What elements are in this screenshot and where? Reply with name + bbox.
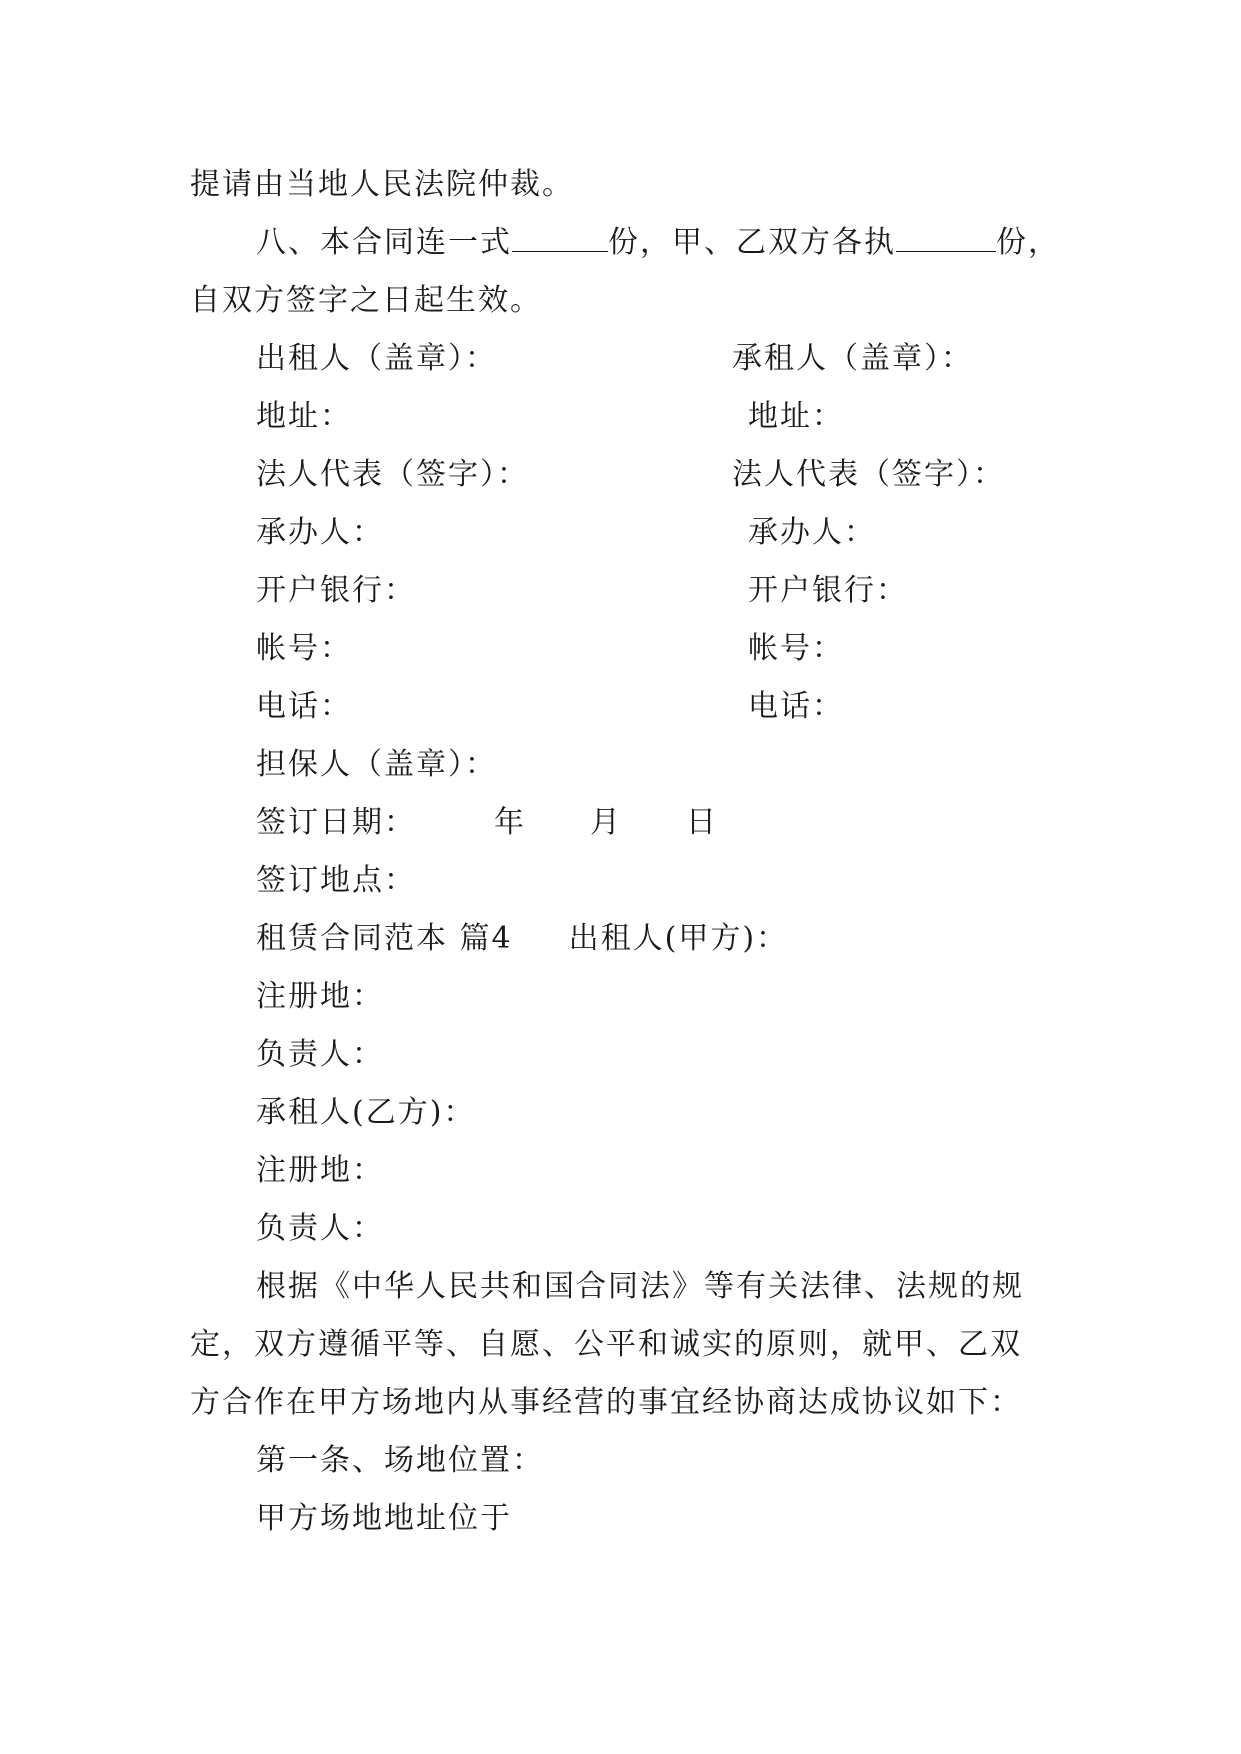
- text-line-effective: [190, 281, 542, 321]
- paragraph-preamble-line-2: 定，双方遵循平等、自愿、公平和诚实的原则，就甲、乙双: [190, 1327, 1022, 1362]
- label-lessor-address: 地址：: [256, 399, 352, 434]
- label-guarantor-seal: 担保人（盖章）：: [256, 747, 497, 782]
- text-effective: 自双方签字之日起生效。: [190, 283, 542, 318]
- label-month: 月: [590, 805, 622, 840]
- label-lessor-seal: 出租人（盖章）：: [256, 341, 497, 376]
- label-lessor-party-a: 出租人(甲方)：: [568, 921, 789, 956]
- blank-copies-each: [896, 223, 996, 252]
- text-copies-suffix: 份，: [996, 225, 1060, 260]
- label-sign-date: 签订日期：: [256, 805, 416, 840]
- label-party-a-registered: 注册地：: [256, 979, 384, 1014]
- label-lessee-phone: 电话：: [748, 689, 844, 724]
- label-lessor-bank: 开户银行：: [256, 573, 416, 608]
- text-arbitration: 提请由当地人民法院仲裁。: [190, 167, 574, 202]
- label-lessee-bank: 开户银行：: [748, 573, 908, 608]
- label-sign-place: 签订地点：: [256, 863, 416, 898]
- label-lessee-address: 地址：: [748, 399, 844, 434]
- blank-copies-total: [512, 223, 608, 252]
- label-day: 日: [686, 805, 718, 840]
- label-lessee-party-b: 承租人(乙方)：: [256, 1095, 476, 1130]
- label-lessee-account: 帐号：: [748, 631, 844, 666]
- text-line-copies: [256, 223, 1060, 263]
- label-party-b-registered: 注册地：: [256, 1153, 384, 1188]
- text-line-section-heading: [256, 919, 788, 959]
- text-copies-mid: 份，甲、乙双方各执: [608, 225, 896, 260]
- text-venue-address: 甲方场地地址位于: [256, 1501, 512, 1536]
- label-party-b-principal: 负责人：: [256, 1211, 384, 1246]
- label-lessor-handler: 承办人：: [256, 515, 384, 550]
- text-line-arbitration: [190, 165, 574, 205]
- article-one-heading: 第一条、场地位置：: [256, 1443, 544, 1478]
- paragraph-preamble-line-3: 方合作在甲方场地内从事经营的事宜经协商达成协议如下：: [190, 1385, 1022, 1420]
- label-lessor-phone: 电话：: [256, 689, 352, 724]
- label-lessee-legal-rep: 法人代表（签字）：: [732, 457, 1005, 492]
- text-copies-prefix: 八、本合同连一式: [256, 225, 512, 260]
- label-lessor-legal-rep: 法人代表（签字）：: [256, 457, 529, 492]
- label-party-a-principal: 负责人：: [256, 1037, 384, 1072]
- text-line-sign-date: [256, 803, 718, 843]
- label-lessee-handler: 承办人：: [748, 515, 876, 550]
- paragraph-preamble-line-1: 根据《中华人民共和国合同法》等有关法律、法规的规: [256, 1269, 1024, 1304]
- section-heading: 租赁合同范本 篇4: [256, 921, 513, 956]
- label-lessee-seal: 承租人（盖章）：: [732, 341, 973, 376]
- label-lessor-account: 帐号：: [256, 631, 352, 666]
- label-year: 年: [494, 805, 526, 840]
